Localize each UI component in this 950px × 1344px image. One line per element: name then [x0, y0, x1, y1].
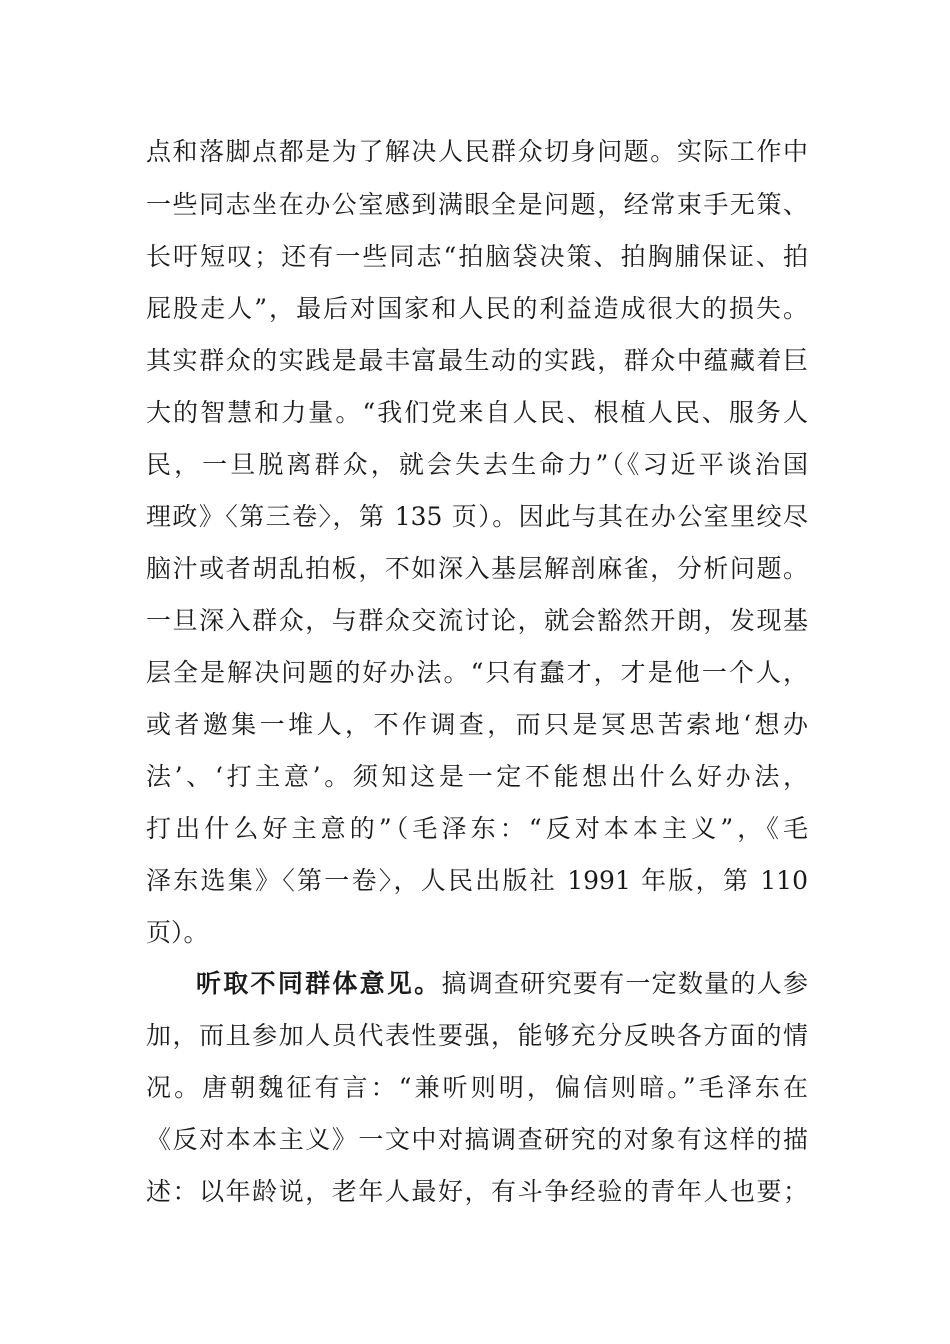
text-line: 打出什么好主意的”（毛泽东：“反对本本主义”，《毛: [146, 814, 808, 843]
section-heading: 听取不同群体意见。: [196, 969, 442, 998]
text-line: 长吁短叹；还有一些同志“拍脑袋决策、拍胸脯保证、拍: [146, 242, 808, 271]
paragraph-first-line: [196, 964, 808, 1004]
text-line: 大的智慧和力量。“我们党来自人民、根植人民、服务人: [146, 398, 808, 427]
text-line: 页）。: [146, 918, 209, 947]
text-line: 点和落脚点都是为了解决人民群众切身问题。实际工作中: [146, 137, 808, 166]
text-line: 法’、‘打主意’。须知这是一定不能想出什么好办法，: [146, 762, 808, 791]
text-line: 脑汁或者胡乱拍板，不如深入基层解剖麻雀，分析问题。: [146, 554, 808, 583]
text-line: 泽东选集》〈第一卷〉，人民出版社 1991 年版，第 110: [146, 866, 808, 895]
text-line: 一些同志坐在办公室感到满眼全是问题，经常束手无策、: [146, 190, 808, 219]
text-run: 搞调查研究要有一定数量的人参: [441, 969, 808, 998]
text-line: 加，而且参加人员代表性要强，能够充分反映各方面的情: [146, 1021, 808, 1050]
text-line: 理政》〈第三卷〉，第 135 页）。因此与其在办公室里绞尽: [146, 502, 808, 531]
text-line: 一旦深入群众，与群众交流讨论，就会豁然开朗，发现基: [146, 606, 808, 635]
text-line: 屁股走人”，最后对国家和人民的利益造成很大的损失。: [146, 294, 808, 323]
text-line: 或者邀集一堆人，不作调查，而只是冥思苦索地‘想办: [146, 710, 808, 739]
text-line: 民，一旦脱离群众，就会失去生命力”（《习近平谈治国: [146, 450, 808, 479]
text-line: 况。唐朝魏征有言：“兼听则明，偏信则暗。”毛泽东在: [146, 1073, 808, 1102]
text-line: 其实群众的实践是最丰富最生动的实践，群众中蕴藏着巨: [146, 346, 808, 375]
text-line: 《反对本本主义》一文中对搞调查研究的对象有这样的描: [146, 1125, 808, 1154]
text-line: 层全是解决问题的好办法。“只有蠢才，才是他一个人，: [146, 658, 808, 687]
text-line: 述：以年龄说，老年人最好，有斗争经验的青年人也要；: [146, 1177, 808, 1206]
